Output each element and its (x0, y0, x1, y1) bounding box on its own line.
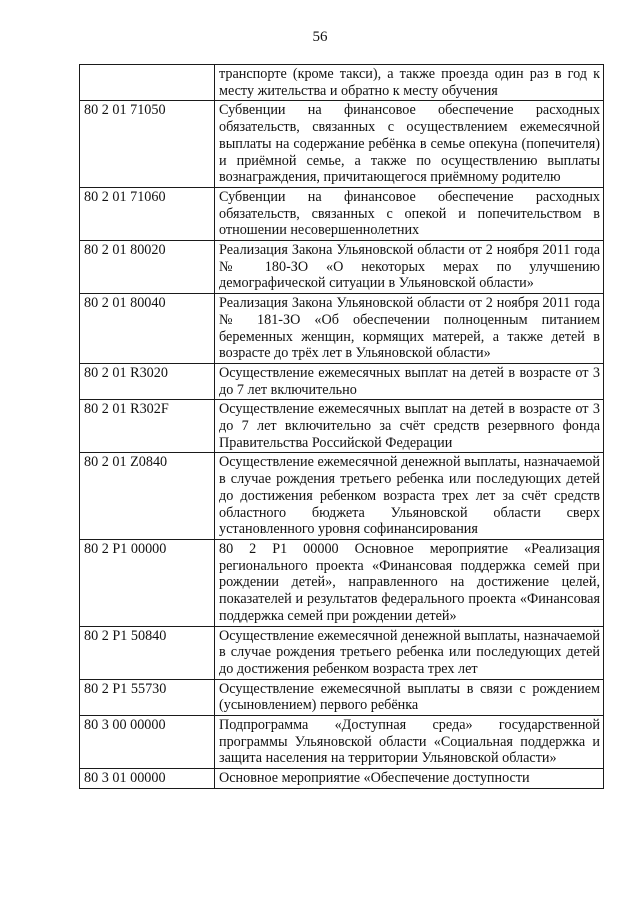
code-cell: 80 2 01 Z0840 (80, 453, 215, 540)
description-cell: Субвенции на финансовое обеспечение расходных обязательств, связанных с осуществлением ежемесячной выплаты на содержание ребёнка в семье опекуна (попечителя) и приёмной семье, а также по осуществлению выплаты вознаграждения, причитающегося приёмному родителю (215, 101, 604, 188)
description-cell: Реализация Закона Ульяновской области от 2 ноября 2011 года № 181-ЗО «Об обеспечении полноценным питанием беременных женщин, кормящих матерей, а также детей в возрасте до трёх лет в Ульяновской области» (215, 294, 604, 364)
code-cell: 80 3 01 00000 (80, 769, 215, 789)
description-cell: Осуществление ежемесячной денежной выплаты, назначаемой в случае рождения третьего ребенка или последующих детей до достижения ребенком возраста трех лет за счёт средств областного бюджета Ульяновской области сверх установленного уровня софинансирования (215, 453, 604, 540)
code-cell: 80 2 01 71060 (80, 187, 215, 240)
table-row (80, 679, 604, 715)
table-row (80, 241, 604, 294)
table-row (80, 716, 604, 769)
description-cell: транспорте (кроме такси), а также проезда один раз в год к месту жительства и обратно к месту обучения (215, 65, 604, 101)
table-row (80, 363, 604, 399)
description-cell: 80 2 P1 00000 Основное мероприятие «Реализация регионального проекта «Финансовая поддержка семей при рождении детей», направленного на достижение целей, показателей и результатов федерального проекта «Финансовая поддержка семей при рождении детей» (215, 539, 604, 626)
table-row (80, 400, 604, 453)
description-cell: Осуществление ежемесячных выплат на детей в возрасте от 3 до 7 лет включительно (215, 363, 604, 399)
code-cell: 80 2 01 71050 (80, 101, 215, 188)
description-cell: Осуществление ежемесячной денежной выплаты, назначаемой в случае рождения третьего ребенка или последующих детей до достижения ребенком возраста трех лет (215, 626, 604, 679)
table-row (80, 65, 604, 101)
code-cell: 80 2 P1 55730 (80, 679, 215, 715)
description-cell: Реализация Закона Ульяновской области от 2 ноября 2011 года № 180-ЗО «О некоторых мерах по улучшению демографической ситуации в Ульяновской области» (215, 241, 604, 294)
description-cell: Основное мероприятие «Обеспечение доступности (215, 769, 604, 789)
table-row (80, 453, 604, 540)
code-cell: 80 2 P1 00000 (80, 539, 215, 626)
description-cell: Осуществление ежемесячной выплаты в связи с рождением (усыновлением) первого ребёнка (215, 679, 604, 715)
description-cell: Подпрограмма «Доступная среда» государственной программы Ульяновской области «Социальная поддержка и защита населения на территории Ульяновской области» (215, 716, 604, 769)
budget-classification-table (79, 64, 604, 789)
code-cell: 80 2 01 R3020 (80, 363, 215, 399)
code-cell: 80 2 01 80040 (80, 294, 215, 364)
code-cell: 80 2 01 80020 (80, 241, 215, 294)
code-cell (80, 65, 215, 101)
table-row (80, 626, 604, 679)
table-row (80, 294, 604, 364)
description-cell: Осуществление ежемесячных выплат на детей в возрасте от 3 до 7 лет включительно за счёт средств резервного фонда Правительства Российской Федерации (215, 400, 604, 453)
table-row (80, 187, 604, 240)
table-row (80, 101, 604, 188)
code-cell: 80 3 00 00000 (80, 716, 215, 769)
table-row (80, 539, 604, 626)
code-cell: 80 2 P1 50840 (80, 626, 215, 679)
page-number: 56 (312, 29, 328, 45)
table-row (80, 769, 604, 789)
code-cell: 80 2 01 R302F (80, 400, 215, 453)
description-cell: Субвенции на финансовое обеспечение расходных обязательств, связанных с опекой и попечительством в отношении несовершеннолетних (215, 187, 604, 240)
